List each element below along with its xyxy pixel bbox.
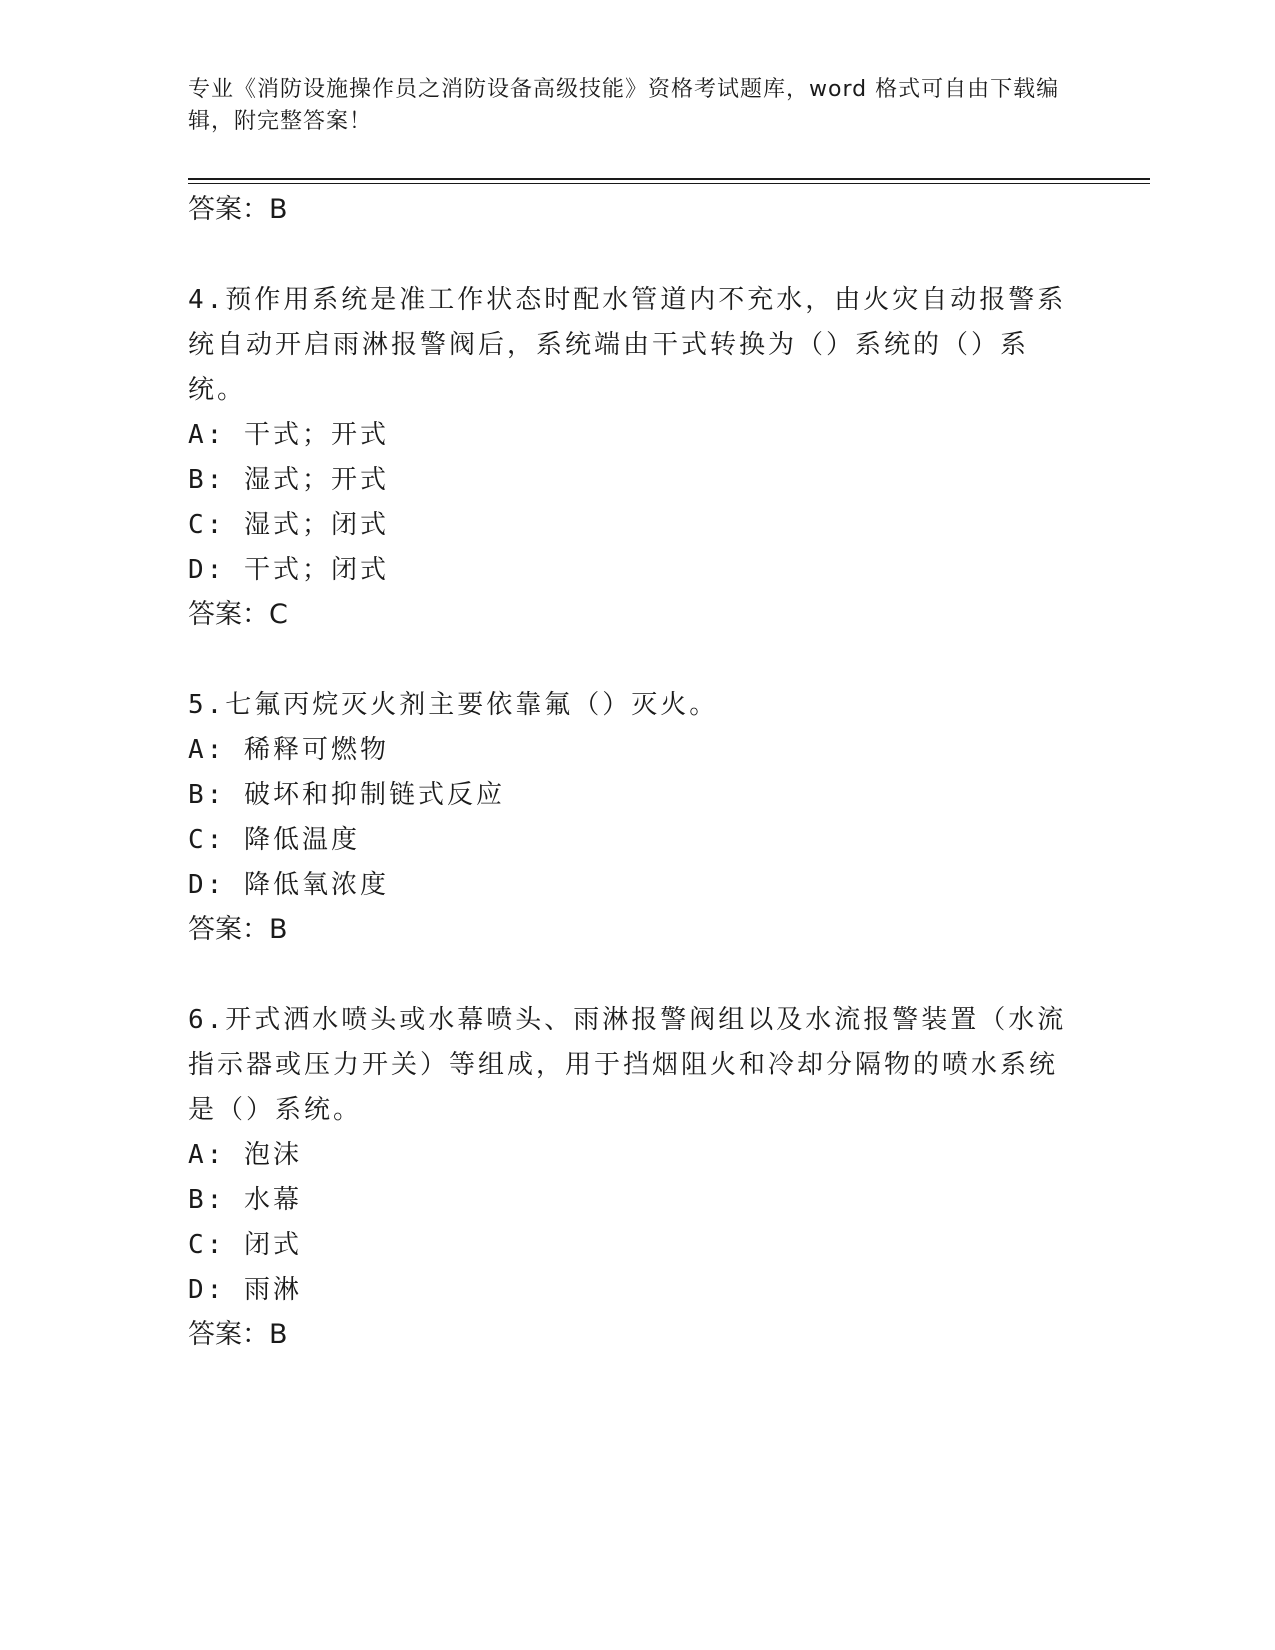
question-answer: 答案：B xyxy=(188,914,288,945)
option-d: D: 干式；闭式 xyxy=(188,555,389,585)
option-a: A: 稀释可燃物 xyxy=(188,735,389,765)
option-c: C: 降低温度 xyxy=(188,825,360,855)
question-answer: 答案：B xyxy=(188,1319,288,1350)
option-a: A: 泡沫 xyxy=(188,1140,302,1170)
header-divider-thick xyxy=(188,178,1150,180)
option-b: B: 水幕 xyxy=(188,1185,302,1215)
header-divider-thin xyxy=(188,183,1150,184)
question-answer: 答案：C xyxy=(188,599,288,630)
previous-answer: 答案：B xyxy=(188,194,288,225)
question-6 xyxy=(188,998,1068,1357)
option-d: D: 降低氧浓度 xyxy=(188,870,389,900)
question-5 xyxy=(188,683,1068,952)
question-stem: 4.预作用系统是准工作状态时配水管道内不充水，由火灾自动报警系统自动开启雨淋报警阀后，系统端由干式转换为（）系统的（）系统。 xyxy=(188,285,1067,405)
option-a: A: 干式；开式 xyxy=(188,420,389,450)
question-stem: 5.七氟丙烷灭火剂主要依靠氟（）灭火。 xyxy=(188,690,719,720)
option-b: B: 湿式；开式 xyxy=(188,465,389,495)
question-list xyxy=(188,188,1068,1357)
question-4 xyxy=(188,278,1068,637)
option-b: B: 破坏和抑制链式反应 xyxy=(188,780,505,810)
option-c: C: 闭式 xyxy=(188,1230,302,1260)
option-d: D: 雨淋 xyxy=(188,1275,302,1305)
question-stem: 6.开式洒水喷头或水幕喷头、雨淋报警阀组以及水流报警装置（水流指示器或压力开关）等组成，用于挡烟阻火和冷却分隔物的喷水系统是（）系统。 xyxy=(188,1005,1067,1125)
option-c: C: 湿式；闭式 xyxy=(188,510,389,540)
document-header: 专业《消防设施操作员之消防设备高级技能》资格考试题库，word 格式可自由下载编辑，附完整答案！ xyxy=(188,77,1060,134)
